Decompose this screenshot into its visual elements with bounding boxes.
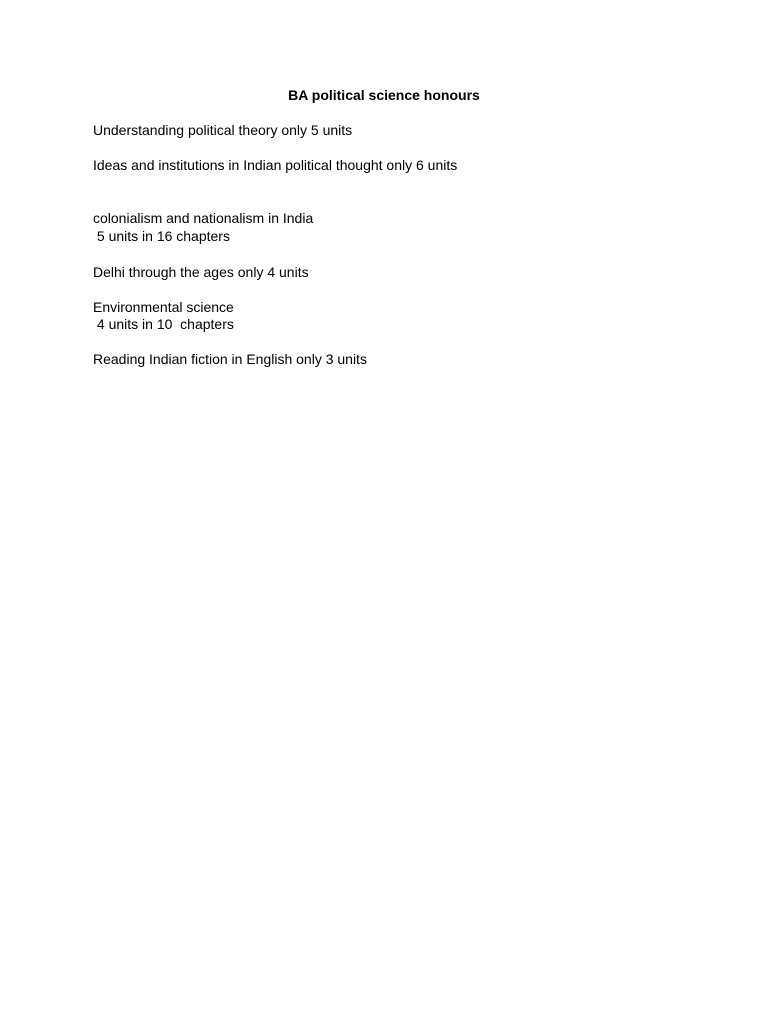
course-line-indian-fiction: Reading Indian fiction in English only 3 units <box>93 351 367 367</box>
course-line-political-theory: Understanding political theory only 5 units <box>93 122 353 138</box>
course-line-environmental-science: Environmental science <box>93 299 234 315</box>
course-line-indian-political-thought: Ideas and institutions in Indian political thought only 6 units <box>93 157 458 173</box>
course-line-delhi: Delhi through the ages only 4 units <box>93 264 309 280</box>
course-line-colonialism-nationalism: colonialism and nationalism in India <box>93 210 314 226</box>
course-line-colonialism-units: 5 units in 16 chapters <box>93 228 230 244</box>
document-title: BA political science honours <box>288 87 480 103</box>
course-line-environmental-units: 4 units in 10 chapters <box>93 316 234 332</box>
